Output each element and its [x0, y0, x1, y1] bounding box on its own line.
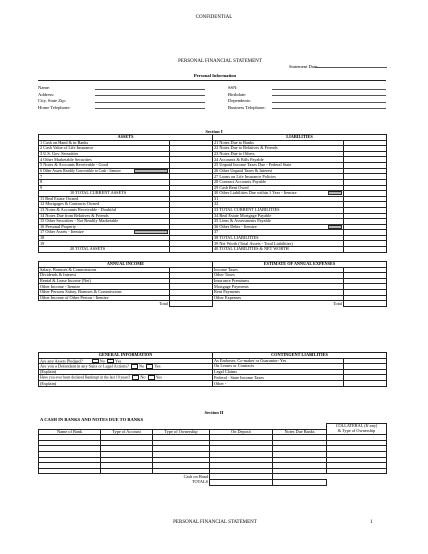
asset-text: 13 Notes & Accounts Receivable - Doubtful: [40, 207, 117, 213]
personal-info-label: Dependents:: [228, 98, 251, 103]
personal-info-label: Business Telephone:: [228, 104, 266, 110]
asset-text: 2 Cash Value of Life Insurance: [40, 145, 94, 151]
contingent-heading: CONTINGENT LIABILITIES: [213, 353, 387, 359]
annual-expenses-heading: ESTIMATE OF ANNUAL EXPENSES: [213, 262, 387, 268]
q3-yes-checkbox[interactable]: [148, 375, 155, 380]
contingent-row: On Leases or Contracts: [213, 364, 344, 370]
personal-info-label: Address:: [38, 91, 55, 97]
no-label: No: [99, 358, 105, 363]
general-info-heading: GENERAL INFORMATION: [39, 353, 213, 359]
personal-info-label: SSN:: [228, 85, 238, 90]
income-label: Dividends & Interest: [39, 273, 170, 279]
liability-text: 24 Accounts & Bills Payable: [214, 156, 264, 162]
asset-amount[interactable]: [170, 247, 213, 253]
liability-label: [213, 247, 344, 253]
liability-text: 36 Other Debts - Itemize: [214, 224, 257, 229]
asset-text: 5 Notes & Accounts Receivable - Good: [40, 162, 109, 168]
income-label: Salary, Bonuses & Commissions: [39, 267, 170, 273]
income-expense-table: [38, 261, 387, 307]
liability-text: 30 Other Liabilities Due within 1 Year - Itemize: [214, 190, 297, 196]
q2-label: Are you a Defendant in any Suits or Legal Actions?: [40, 363, 129, 369]
personal-info-field[interactable]: [272, 91, 386, 96]
liability-text: 29 Cash Rent Owed: [214, 185, 249, 190]
q1-label: Are any Assets Pledged?: [40, 358, 83, 363]
column-header: Type of Account: [101, 429, 153, 435]
asset-text: 15 Other Securities - Not Readily Marketable: [40, 218, 119, 224]
liability-text: 32: [214, 201, 219, 207]
assets-liabilities-table: [38, 134, 387, 253]
asset-text: 18: [40, 235, 45, 241]
asset-text: 14 Notes Due from Relatives & Friends: [40, 213, 109, 218]
expense-total-amount[interactable]: [344, 301, 387, 307]
income-label: Other Income of Other Person - Itemize: [39, 295, 170, 301]
asset-text: 11 Real Estate Owned: [40, 196, 79, 201]
general-contingent-table: [38, 352, 387, 387]
q2-no-checkbox[interactable]: [131, 364, 138, 369]
section1-heading: Section I: [205, 129, 223, 134]
totals-deposit[interactable]: [210, 479, 273, 485]
expense-total-label: Total: [213, 301, 344, 307]
liability-text: 39 Net Worth (Total Assets - Total Liabilities): [214, 240, 293, 246]
asset-text: 20 TOTAL ASSETS: [70, 246, 106, 252]
personal-info-heading: Personal Information: [193, 73, 237, 78]
q1-no-checkbox[interactable]: [92, 359, 99, 364]
liability-text: 34 Real Estate Mortgage Payable: [214, 213, 272, 218]
asset-text: 19: [40, 240, 45, 246]
income-label: Rental & Lease Income (Net): [39, 278, 170, 284]
totals-row: [39, 479, 387, 485]
itemize-shade: [134, 230, 168, 234]
contingent-row: Other -: [213, 381, 344, 387]
divider: [38, 80, 386, 81]
footer-title: PERSONAL FINANCIAL STATEMENT: [173, 520, 257, 525]
q3-no-checkbox[interactable]: [132, 375, 139, 380]
liability-text: 31: [214, 196, 219, 201]
yes-label: Yes: [155, 374, 162, 380]
personal-info-label: Name:: [38, 85, 51, 90]
q2-yes-checkbox[interactable]: [146, 364, 153, 369]
section2-heading: Section II: [204, 410, 224, 415]
liability-text: 38 TOTAL LIABILITIES: [214, 235, 259, 241]
liability-text: 27 Loans on Life Insurance Policies: [214, 173, 276, 179]
expense-label: Insurance Premiums: [213, 278, 344, 284]
assets-heading: ASSETS: [39, 135, 213, 141]
document-title: PERSONAL FINANCIAL STATEMENT: [178, 59, 262, 64]
itemize-shade: [134, 169, 168, 173]
contingent-row: Legal Claims: [213, 369, 344, 375]
q1-yes-checkbox[interactable]: [107, 359, 114, 364]
yes-label: Yes: [115, 358, 122, 363]
liabilities-heading: LIABILITIES: [213, 135, 387, 141]
no-label: No: [140, 374, 146, 380]
personal-info-label: City, State Zip:: [38, 98, 66, 103]
totals-label: TOTALS: [191, 479, 208, 485]
liability-text: 21 Notes Due to Banks: [214, 140, 254, 145]
liability-text: 26 Other Unpaid Taxes & Interest: [214, 168, 273, 173]
liability-amount[interactable]: [344, 247, 387, 253]
personal-info-field[interactable]: [272, 98, 386, 103]
asset-label: [39, 247, 170, 253]
personal-info-field[interactable]: [95, 85, 205, 90]
personal-info-field[interactable]: [95, 91, 205, 96]
table-row: [39, 247, 387, 253]
q2-explain[interactable]: (Explain): [39, 369, 213, 375]
liability-text: 28 Contract Accounts Payable: [214, 179, 266, 185]
contingent-amount[interactable]: [344, 381, 387, 387]
liability-text: 35 Liens & Assessments Payable: [214, 218, 271, 224]
asset-text: 7: [40, 173, 43, 179]
spacer: [327, 479, 387, 485]
no-label: No: [138, 363, 145, 369]
liability-text: 40 TOTAL LIABILITIES & NET WORTH: [214, 246, 289, 252]
expense-label: Other Taxes: [213, 273, 344, 279]
totals-notes[interactable]: [273, 479, 327, 485]
liability-text: 33 TOTAL CURRENT LIABILITIES: [214, 207, 280, 213]
cash-on-hand-label: Cash on Hand: [39, 474, 210, 480]
statement-date-field[interactable]: [315, 63, 387, 68]
personal-info-field[interactable]: [272, 104, 386, 109]
income-total-label: Total: [39, 301, 170, 307]
itemize-shade: [328, 225, 342, 229]
confidential-header: CONFIDENTIAL: [195, 15, 233, 20]
asset-text: 4 Other Marketable Securities: [40, 156, 92, 162]
personal-info-label: Home Telephone:: [38, 104, 71, 110]
column-header: & Type of Ownership: [327, 429, 387, 435]
banks-table: [38, 423, 387, 486]
income-label: Other Persons Salary, Bonuses & Commissions: [39, 289, 170, 295]
asset-text: 9: [40, 185, 43, 190]
expense-label: Other Expenses: [213, 295, 344, 301]
personal-info-field[interactable]: [95, 98, 205, 103]
expense-label: Income Taxes: [213, 267, 344, 273]
asset-text: 17 Other Assets - Itemize: [40, 229, 84, 235]
totals-row: [39, 301, 387, 307]
column-header: Type of Ownership: [153, 429, 210, 435]
personal-info-field[interactable]: [95, 104, 205, 109]
income-label: Other Income - Itemize: [39, 284, 170, 290]
asset-text: 12 Mortgages & Contracts Owned: [40, 201, 100, 207]
annual-income-heading: ANNUAL INCOME: [39, 262, 213, 268]
column-header: On Deposit: [210, 429, 273, 435]
q3-label: Have you ever been declared Bankrupt in the last 10 years?: [40, 375, 131, 380]
asset-text: 1 Cash on Hand & in Banks: [40, 140, 89, 145]
expense-label: Rent Payments: [213, 289, 344, 295]
liability-text: 22 Notes Due to Relatives & Friends: [214, 145, 278, 151]
column-header: Notes Due Banks: [273, 429, 327, 435]
column-header: Name of Bank: [39, 429, 101, 435]
contingent-row: Federal - State Income Taxes: [213, 375, 344, 381]
itemize-shade: [328, 191, 342, 195]
collateral-heading: COLLATERAL (If any): [327, 424, 387, 430]
asset-text: 3 U.S. Gov. Securities: [40, 151, 79, 156]
contingent-row: As Endorser, Co-maker or Guarantor- Yes: [213, 358, 344, 364]
yes-label: Yes: [154, 363, 161, 369]
liability-text: 25 Unpaid Income Taxes Due - Federal State: [214, 162, 292, 168]
personal-info-field[interactable]: [272, 85, 386, 90]
asset-text: 8: [40, 179, 43, 185]
asset-text: 10 TOTAL CURRENT ASSETS: [70, 190, 127, 196]
liability-text: 23 Notes Due to Others: [214, 151, 255, 156]
page-number: 1: [370, 520, 373, 525]
section2-subheading: A CASH IN BANKS AND NOTES DUE TO BANKS: [40, 417, 144, 422]
income-total-amount[interactable]: [170, 301, 213, 307]
personal-info-label: Birthdate:: [228, 91, 247, 97]
statement-date-label: Statement Date:: [289, 64, 319, 69]
asset-text: 16 Personal Property: [40, 224, 77, 229]
expense-label: Mortgage Payments: [213, 284, 344, 290]
asset-text: 6 Other Assets Readily Convertible to Cash - Itemize: [40, 168, 121, 173]
q3-explain[interactable]: (Explain): [39, 381, 213, 387]
liability-text: 37: [214, 229, 219, 235]
